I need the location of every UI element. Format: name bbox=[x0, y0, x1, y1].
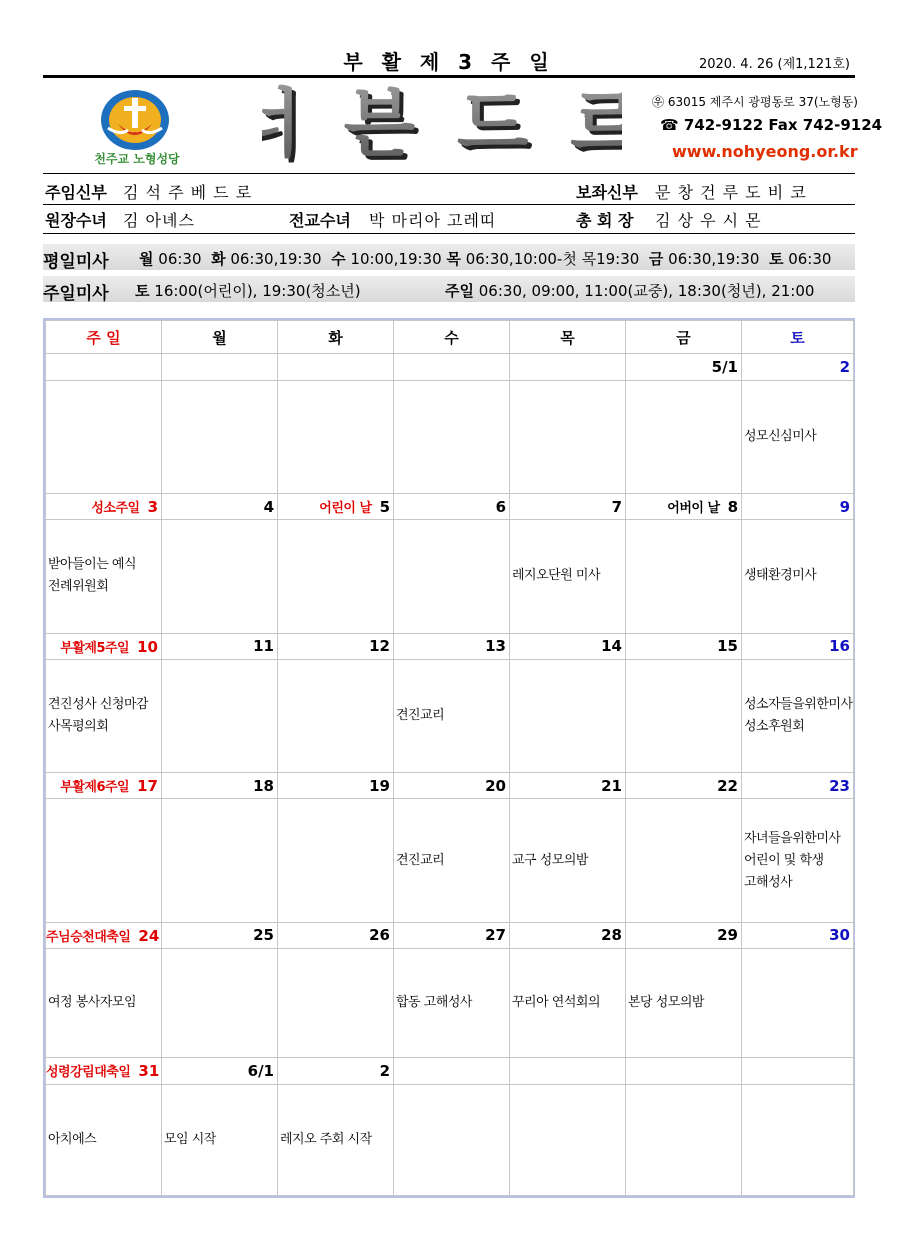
event-text: 아치에스 bbox=[48, 1131, 97, 1147]
date-cell-wednesday bbox=[394, 354, 510, 380]
contact-website[interactable]: www.nohyeong.or.kr bbox=[672, 142, 858, 161]
event-text: 성소후원회 bbox=[744, 718, 805, 734]
event-cell-monday bbox=[162, 659, 278, 772]
event-text: 여정 봉사자모임 bbox=[48, 995, 137, 1011]
event-cell-tuesday bbox=[278, 380, 394, 493]
mass-day: 화 bbox=[211, 250, 226, 268]
mass-day: 금 bbox=[648, 250, 664, 268]
date-number: 26 bbox=[369, 926, 390, 945]
monthly-calendar bbox=[43, 318, 855, 1198]
date-row bbox=[46, 633, 854, 659]
date-cell-saturday bbox=[742, 493, 854, 519]
date-number: 5/1 bbox=[711, 358, 738, 377]
date-number: 9 bbox=[839, 497, 850, 516]
date-cell-saturday bbox=[742, 773, 854, 799]
logo-caption: 천주교 노형성당 bbox=[94, 152, 180, 166]
date-row bbox=[46, 922, 854, 948]
day-name-wednesday: 수 bbox=[394, 321, 510, 354]
event-text: 고해성사 bbox=[744, 874, 793, 890]
event-text: 꾸리아 연석회의 bbox=[512, 995, 601, 1011]
event-text: 교구 성모의밤 bbox=[512, 852, 588, 868]
date-cell-monday bbox=[162, 922, 278, 948]
event-text: 견진교리 bbox=[396, 707, 445, 723]
date-number: 6/1 bbox=[247, 1061, 274, 1080]
date-number: 10 bbox=[137, 637, 158, 656]
event-cell-tuesday bbox=[278, 799, 394, 922]
date-number: 29 bbox=[717, 926, 738, 945]
date-cell-wednesday bbox=[394, 493, 510, 519]
date-cell-friday bbox=[626, 1058, 742, 1084]
week-title: 부 활 제 3 주 일 bbox=[343, 50, 555, 74]
date-cell-monday bbox=[162, 493, 278, 519]
date-cell-wednesday bbox=[394, 1058, 510, 1084]
sunday-mass-bar bbox=[43, 276, 855, 302]
date-cell-friday bbox=[626, 493, 742, 519]
masthead-title bbox=[262, 82, 622, 172]
date-cell-monday bbox=[162, 633, 278, 659]
date-cell-saturday bbox=[742, 354, 854, 380]
date-cell-tuesday bbox=[278, 354, 394, 380]
event-cell-monday bbox=[162, 520, 278, 633]
event-cell-monday bbox=[162, 1084, 278, 1195]
holiday-label: 주님승천대축일 bbox=[46, 929, 131, 945]
event-cell-tuesday bbox=[278, 520, 394, 633]
mass-time: 16:00(어린이), 19:30(청소년) bbox=[154, 282, 361, 300]
staff-bottom-divider bbox=[43, 233, 855, 234]
date-number: 23 bbox=[829, 776, 850, 795]
date-number: 8 bbox=[727, 498, 738, 517]
mass-day: 목 bbox=[446, 250, 461, 268]
date-number: 21 bbox=[601, 776, 622, 795]
date-cell-tuesday bbox=[278, 633, 394, 659]
mass-time: 06:30,19:30 bbox=[668, 250, 760, 268]
date-cell-friday bbox=[626, 773, 742, 799]
mass-time: 06:30,10:00-첫 목19:30 bbox=[465, 250, 640, 268]
event-row bbox=[46, 520, 854, 633]
event-cell-wednesday bbox=[394, 949, 510, 1058]
date-cell-sunday bbox=[46, 354, 162, 380]
sunday-mass-times bbox=[445, 280, 814, 301]
date-number: 31 bbox=[138, 1062, 160, 1081]
event-cell-monday bbox=[162, 949, 278, 1058]
date-row bbox=[46, 493, 854, 519]
event-text: 합동 고해성사 bbox=[396, 995, 472, 1011]
date-number: 3 bbox=[147, 498, 158, 517]
event-text: 전례위원회 bbox=[48, 579, 109, 595]
date-row bbox=[46, 1058, 854, 1084]
event-row bbox=[46, 949, 854, 1058]
event-text: 자녀들을위한미사 bbox=[744, 830, 841, 846]
sunday-mass-label: 주일미사 bbox=[43, 284, 109, 304]
day-name-friday: 금 bbox=[626, 321, 742, 354]
date-row bbox=[46, 773, 854, 799]
date-cell-thursday bbox=[510, 922, 626, 948]
date-number: 20 bbox=[485, 776, 506, 795]
event-cell-saturday bbox=[742, 799, 854, 922]
pastor-name: 김 석 주 베 드 로 bbox=[123, 183, 253, 202]
date-number: 6 bbox=[495, 497, 506, 516]
mass-time: 06:30 bbox=[158, 250, 202, 268]
holiday-label: 어버이 날 bbox=[667, 501, 720, 517]
masthead-text: 너 븐 드 르 bbox=[262, 82, 622, 167]
event-text: 어린이 및 학생 bbox=[744, 852, 824, 868]
event-text: 레지오 주회 시작 bbox=[280, 1131, 372, 1147]
day-name-saturday: 토 bbox=[742, 321, 854, 354]
holiday-label: 부활제6주일 bbox=[60, 780, 130, 796]
event-cell-sunday bbox=[46, 949, 162, 1058]
holiday-label: 성령강림대축일 bbox=[46, 1065, 131, 1081]
event-cell-friday bbox=[626, 799, 742, 922]
date-cell-thursday bbox=[510, 633, 626, 659]
event-cell-saturday bbox=[742, 380, 854, 493]
event-cell-thursday bbox=[510, 949, 626, 1058]
event-cell-tuesday bbox=[278, 659, 394, 772]
date-cell-sunday bbox=[46, 773, 162, 799]
date-cell-wednesday bbox=[394, 773, 510, 799]
date-cell-friday bbox=[626, 633, 742, 659]
date-cell-thursday bbox=[510, 493, 626, 519]
staff-top-divider bbox=[43, 173, 855, 174]
date-number: 24 bbox=[138, 926, 160, 945]
day-name-thursday: 목 bbox=[510, 321, 626, 354]
mass-day: 토 bbox=[768, 250, 784, 268]
calendar-table bbox=[45, 320, 854, 1196]
council-label: 총 회 장 bbox=[576, 211, 634, 230]
event-cell-wednesday bbox=[394, 380, 510, 493]
date-cell-wednesday bbox=[394, 633, 510, 659]
day-name-sunday: 주 일 bbox=[46, 321, 162, 354]
date-number: 28 bbox=[601, 926, 622, 945]
pastor-label: 주임신부 bbox=[45, 183, 107, 202]
weekday-mass-label: 평일미사 bbox=[43, 252, 109, 272]
date-number: 14 bbox=[601, 637, 622, 656]
staff-row-1 bbox=[43, 176, 855, 204]
event-cell-sunday bbox=[46, 380, 162, 493]
date-cell-tuesday bbox=[278, 1058, 394, 1084]
event-cell-saturday bbox=[742, 520, 854, 633]
event-cell-friday bbox=[626, 380, 742, 493]
catechist-name: 박 마리아 고레띠 bbox=[369, 211, 497, 230]
mass-day: 수 bbox=[331, 250, 346, 268]
date-cell-sunday bbox=[46, 493, 162, 519]
date-cell-sunday bbox=[46, 633, 162, 659]
event-cell-saturday bbox=[742, 659, 854, 772]
event-cell-wednesday bbox=[394, 520, 510, 633]
event-cell-friday bbox=[626, 1084, 742, 1195]
event-cell-sunday bbox=[46, 799, 162, 922]
weekday-mass-times bbox=[139, 248, 831, 269]
mass-time: 06:30, 09:00, 11:00(교중), 18:30(청년), 21:00 bbox=[478, 282, 815, 300]
mass-time: 10:00,19:30 bbox=[350, 250, 442, 268]
event-cell-wednesday bbox=[394, 659, 510, 772]
date-cell-monday bbox=[162, 354, 278, 380]
catechist-label: 전교수녀 bbox=[289, 211, 351, 230]
date-number: 12 bbox=[369, 637, 390, 656]
saturday-mass-times bbox=[135, 280, 361, 301]
event-cell-monday bbox=[162, 799, 278, 922]
event-cell-friday bbox=[626, 949, 742, 1058]
event-text: 사목평의회 bbox=[48, 718, 109, 734]
event-row bbox=[46, 799, 854, 922]
date-number: 15 bbox=[717, 637, 738, 656]
event-cell-sunday bbox=[46, 659, 162, 772]
event-cell-monday bbox=[162, 380, 278, 493]
event-cell-friday bbox=[626, 659, 742, 772]
date-cell-friday bbox=[626, 354, 742, 380]
date-cell-saturday bbox=[742, 633, 854, 659]
masthead-shadow: 너 븐 드 르 bbox=[262, 85, 622, 171]
council-name: 김 상 우 시 몬 bbox=[655, 211, 762, 230]
date-row bbox=[46, 354, 854, 380]
date-cell-thursday bbox=[510, 354, 626, 380]
date-cell-tuesday bbox=[278, 922, 394, 948]
date-cell-monday bbox=[162, 1058, 278, 1084]
event-cell-thursday bbox=[510, 659, 626, 772]
date-number: 17 bbox=[137, 777, 158, 796]
date-cell-saturday bbox=[742, 922, 854, 948]
event-text: 성모신심미사 bbox=[744, 428, 817, 444]
date-cell-sunday bbox=[46, 1058, 162, 1084]
event-cell-thursday bbox=[510, 380, 626, 493]
superior-name: 김 아녜스 bbox=[123, 211, 195, 230]
event-row bbox=[46, 380, 854, 493]
event-cell-saturday bbox=[742, 1084, 854, 1195]
event-cell-wednesday bbox=[394, 799, 510, 922]
assistant-label: 보좌신부 bbox=[576, 183, 638, 202]
date-number: 11 bbox=[253, 637, 274, 656]
event-row bbox=[46, 1084, 854, 1195]
mass-day: 토 bbox=[135, 282, 150, 300]
superior-label: 원장수녀 bbox=[45, 211, 107, 230]
event-text: 받아들이는 예식 bbox=[48, 557, 137, 573]
event-text: 본당 성모의밤 bbox=[628, 995, 704, 1011]
event-cell-wednesday bbox=[394, 1084, 510, 1195]
issue-date: 2020. 4. 26 (제1,121호) bbox=[698, 57, 850, 72]
header-divider bbox=[43, 75, 855, 78]
event-text: 견진교리 bbox=[396, 852, 445, 868]
mass-time: 06:30 bbox=[788, 250, 832, 268]
event-cell-thursday bbox=[510, 1084, 626, 1195]
event-cell-thursday bbox=[510, 520, 626, 633]
event-text: 레지오단원 미사 bbox=[512, 568, 601, 584]
contact-phone: ☎ 742-9122 Fax 742-9124 bbox=[660, 116, 883, 134]
date-cell-saturday bbox=[742, 1058, 854, 1084]
event-cell-tuesday bbox=[278, 1084, 394, 1195]
event-cell-saturday bbox=[742, 949, 854, 1058]
holiday-label: 성소주일 bbox=[91, 501, 140, 517]
date-number: 2 bbox=[839, 358, 850, 377]
day-name-monday: 월 bbox=[162, 321, 278, 354]
date-cell-tuesday bbox=[278, 773, 394, 799]
date-number: 13 bbox=[485, 637, 506, 656]
event-text: 생태환경미사 bbox=[744, 568, 817, 584]
date-cell-thursday bbox=[510, 1058, 626, 1084]
date-number: 5 bbox=[379, 498, 390, 517]
day-name-row bbox=[46, 321, 854, 354]
mass-day: 월 bbox=[139, 250, 154, 268]
staff-row-2 bbox=[43, 204, 855, 232]
date-number: 19 bbox=[369, 776, 390, 795]
contact-address: ㉾ 63015 제주시 광평동로 37(노형동) bbox=[652, 95, 858, 109]
date-cell-sunday bbox=[46, 922, 162, 948]
event-text: 모임 시작 bbox=[164, 1131, 216, 1147]
event-cell-sunday bbox=[46, 1084, 162, 1195]
date-number: 22 bbox=[717, 776, 738, 795]
weekday-mass-bar bbox=[43, 244, 855, 270]
date-number: 4 bbox=[263, 497, 274, 516]
event-cell-thursday bbox=[510, 799, 626, 922]
mass-day: 주일 bbox=[445, 282, 474, 300]
event-text: 성소자들을위한미사 bbox=[744, 696, 853, 712]
date-number: 18 bbox=[253, 776, 274, 795]
holiday-label: 부활제5주일 bbox=[60, 640, 130, 656]
date-cell-wednesday bbox=[394, 922, 510, 948]
date-number: 27 bbox=[485, 926, 506, 945]
event-text: 견진성사 신청마감 bbox=[48, 696, 149, 712]
date-cell-monday bbox=[162, 773, 278, 799]
day-name-tuesday: 화 bbox=[278, 321, 394, 354]
date-number: 30 bbox=[829, 926, 850, 945]
date-number: 25 bbox=[253, 926, 274, 945]
event-cell-friday bbox=[626, 520, 742, 633]
event-cell-tuesday bbox=[278, 949, 394, 1058]
date-number: 2 bbox=[379, 1061, 390, 1080]
date-cell-tuesday bbox=[278, 493, 394, 519]
date-cell-thursday bbox=[510, 773, 626, 799]
date-number: 7 bbox=[611, 497, 622, 516]
holiday-label: 어린이 날 bbox=[319, 501, 372, 517]
event-cell-sunday bbox=[46, 520, 162, 633]
assistant-name: 문 창 건 루 도 비 코 bbox=[655, 183, 807, 202]
event-row bbox=[46, 659, 854, 772]
date-cell-friday bbox=[626, 922, 742, 948]
date-number: 16 bbox=[829, 637, 850, 656]
mass-time: 06:30,19:30 bbox=[230, 250, 322, 268]
